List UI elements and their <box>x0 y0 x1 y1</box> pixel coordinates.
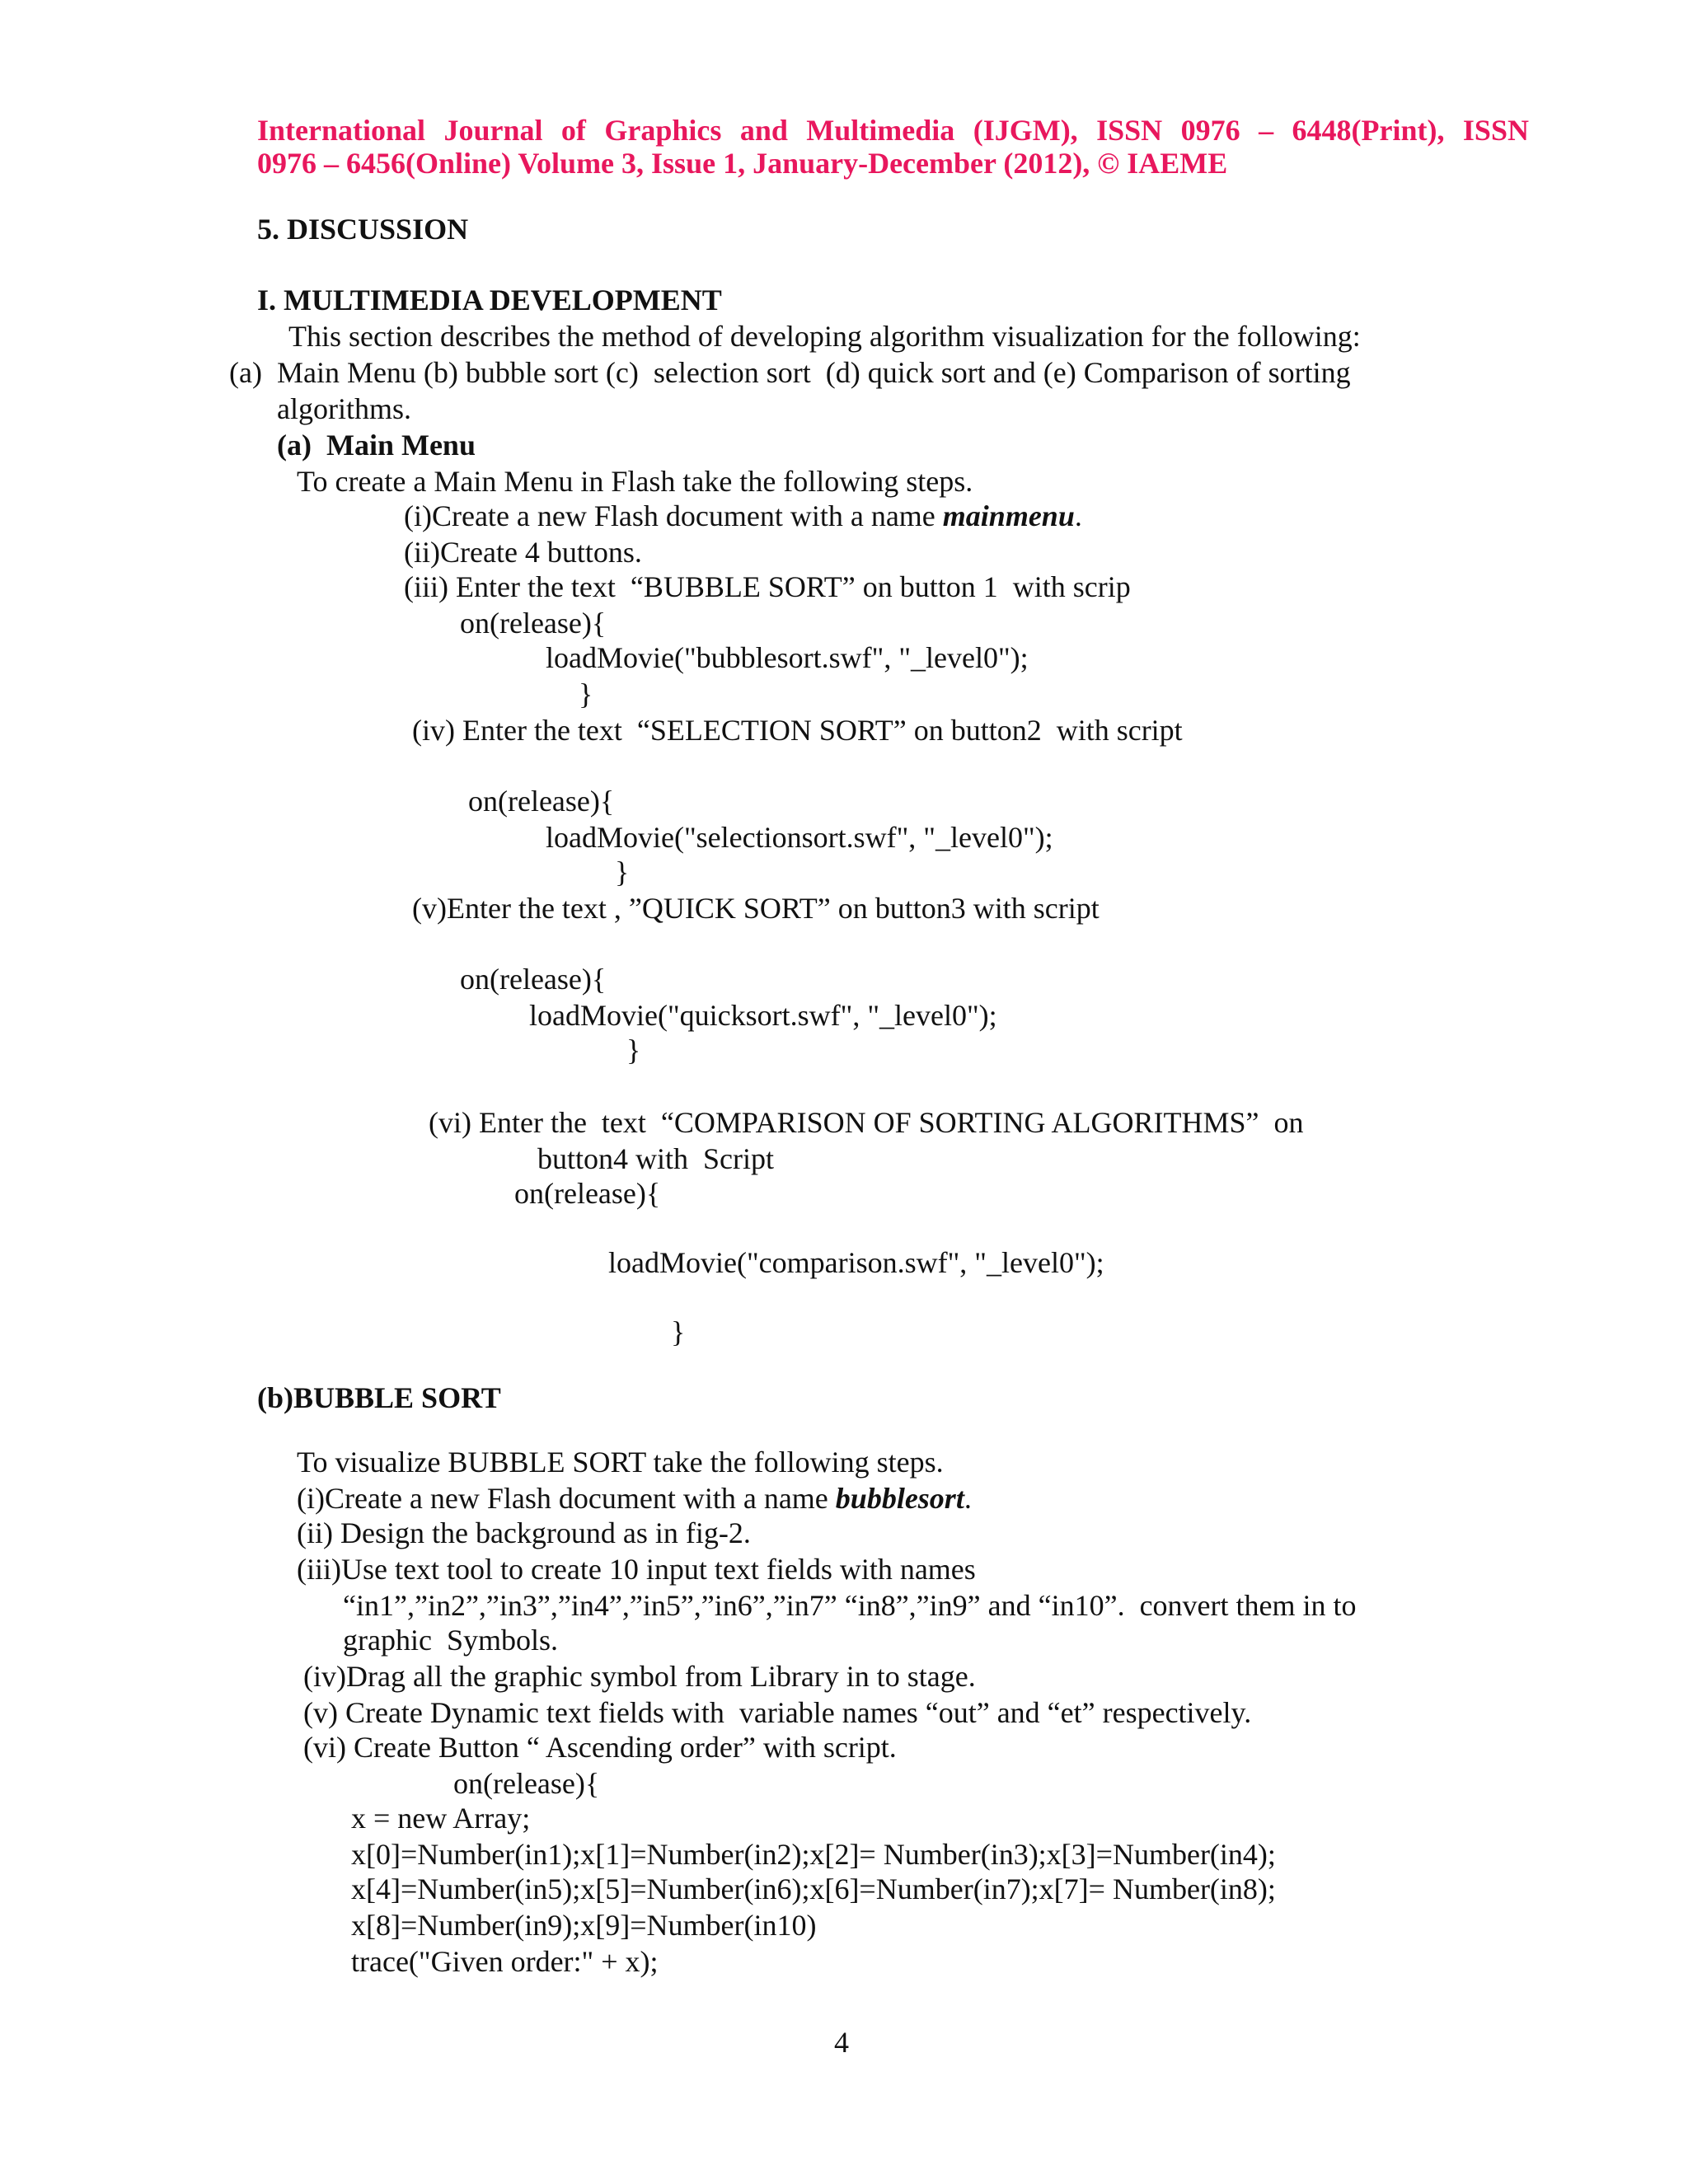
main-menu-step: (v)Enter the text , ”QUICK SORT” on button3 with script <box>412 892 1100 925</box>
main-menu-intro: To create a Main Menu in Flash take the following steps. <box>297 465 973 498</box>
bubble-sort-intro: To visualize BUBBLE SORT take the following steps. <box>297 1446 944 1479</box>
header-word: of <box>560 114 586 147</box>
code-line: on(release){ <box>460 607 607 640</box>
code-line: x[4]=Number(in5);x[5]=Number(in6);x[6]=Number(in7);x[7]= Number(in8); <box>351 1872 1276 1905</box>
code-line: loadMovie("comparison.swf", "_level0"); <box>608 1246 1104 1279</box>
header-word: 6448(Print), <box>1292 114 1445 147</box>
code-line: on(release){ <box>468 785 615 818</box>
header-word: Multimedia <box>806 114 955 147</box>
code-line: } <box>615 855 630 888</box>
bubble-sort-step: (iv)Drag all the graphic symbol from Library in to stage. <box>303 1660 976 1693</box>
step-text: (i)Create a new Flash document with a name <box>404 499 943 532</box>
intro-paragraph-line: algorithms. <box>277 392 411 425</box>
header-word: International <box>257 114 426 147</box>
main-menu-step: (iv) Enter the text “SELECTION SORT” on button2 with script <box>412 714 1183 747</box>
subsection-heading: I. MULTIMEDIA DEVELOPMENT <box>257 284 722 316</box>
document-name: mainmenu <box>942 499 1075 532</box>
code-line: on(release){ <box>514 1177 661 1210</box>
main-menu-step: button4 with Script <box>537 1142 774 1175</box>
bubble-sort-step: graphic Symbols. <box>343 1624 558 1657</box>
main-menu-step: (ii)Create 4 buttons. <box>404 536 642 569</box>
code-line: } <box>626 1033 641 1066</box>
code-line: x[0]=Number(in1);x[1]=Number(in2);x[2]= Number(in3);x[3]=Number(in4); <box>351 1838 1276 1871</box>
step-text: . <box>1074 499 1082 532</box>
bubble-sort-heading: (b)BUBBLE SORT <box>257 1381 501 1414</box>
code-line: } <box>671 1315 686 1348</box>
page-number: 4 <box>834 2026 849 2059</box>
header-word: Graphics <box>604 114 722 147</box>
main-menu-heading: (a) Main Menu <box>277 429 476 462</box>
journal-header-line-1 <box>257 112 1529 148</box>
intro-paragraph-line: This section describes the method of developing algorithm visualization for the following: <box>288 320 1361 353</box>
header-word: (IJGM), <box>973 114 1078 147</box>
header-word: ISSN <box>1462 114 1529 147</box>
code-line: on(release){ <box>460 963 607 996</box>
code-line: loadMovie("quicksort.swf", "_level0"); <box>529 999 997 1032</box>
intro-paragraph-line: (a) Main Menu (b) bubble sort (c) selection sort (d) quick sort and (e) Comparison of sorting <box>229 356 1351 389</box>
code-line: x[8]=Number(in9);x[9]=Number(in10) <box>351 1909 817 1942</box>
step-text: (i)Create a new Flash document with a name <box>297 1482 836 1515</box>
main-menu-step: (iii) Enter the text “BUBBLE SORT” on button 1 with scrip <box>404 570 1131 603</box>
bubble-sort-step: (vi) Create Button “ Ascending order” with script. <box>303 1731 897 1764</box>
header-word: – <box>1259 114 1274 147</box>
bubble-sort-step: (iii)Use text tool to create 10 input text fields with names <box>297 1553 976 1586</box>
code-line: } <box>579 677 593 710</box>
bubble-sort-step: “in1”,”in2”,”in3”,”in4”,”in5”,”in6”,”in7” “in8”,”in9” and “in10”. convert them in to <box>343 1589 1357 1622</box>
code-line: on(release){ <box>453 1767 600 1800</box>
bubble-sort-step <box>297 1480 972 1516</box>
bubble-sort-step: (v) Create Dynamic text fields with variable names “out” and “et” respectively. <box>303 1696 1252 1729</box>
header-word: and <box>739 114 788 147</box>
main-menu-step: (vi) Enter the text “COMPARISON OF SORTING ALGORITHMS” on <box>429 1106 1304 1139</box>
journal-header-line-2: 0976 – 6456(Online) Volume 3, Issue 1, January-December (2012), © IAEME <box>257 147 1228 180</box>
header-word: 0976 <box>1180 114 1240 147</box>
document-name: bubblesort <box>835 1482 964 1515</box>
main-menu-step <box>404 498 1082 534</box>
section-heading: 5. DISCUSSION <box>257 213 469 246</box>
bubble-sort-step: (ii) Design the background as in fig-2. <box>297 1516 751 1549</box>
code-line: x = new Array; <box>351 1802 531 1835</box>
code-line: trace("Given order:" + x); <box>351 1945 659 1978</box>
code-line: loadMovie("selectionsort.swf", "_level0"); <box>546 821 1053 854</box>
step-text: . <box>964 1482 972 1515</box>
header-word: Journal <box>443 114 543 147</box>
header-word: ISSN <box>1096 114 1163 147</box>
code-line: loadMovie("bubblesort.swf", "_level0"); <box>546 641 1029 674</box>
